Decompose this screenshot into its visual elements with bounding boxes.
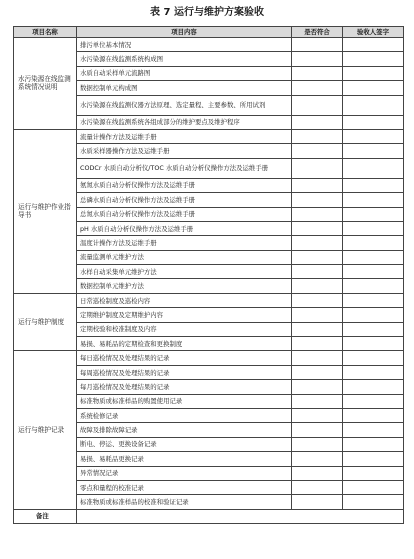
item-content-cell: 标准物质或标准样品的校准和验证记录: [77, 495, 292, 509]
signature-cell[interactable]: [343, 115, 404, 129]
item-content-cell: 数据控制单元构成图: [77, 81, 292, 95]
item-content-cell: 易损、易耗品的定期检查和更换制度: [77, 337, 292, 351]
item-content-cell: 数据控制单元维护方法: [77, 279, 292, 293]
compliance-cell[interactable]: [292, 437, 343, 451]
compliance-cell[interactable]: [292, 394, 343, 408]
item-content-cell: 每月巡检情况及处理结果的记录: [77, 380, 292, 394]
table-title: 表 7 运行与维护方案验收: [150, 7, 264, 18]
signature-cell[interactable]: [343, 250, 404, 264]
table-row: [14, 129, 404, 143]
signature-cell[interactable]: [343, 95, 404, 115]
item-content-cell: 每周巡检情况及处理结果的记录: [77, 365, 292, 379]
note-field[interactable]: [77, 509, 404, 523]
header-project-name: 项目名称: [14, 27, 77, 38]
compliance-cell[interactable]: [292, 236, 343, 250]
compliance-cell[interactable]: [292, 480, 343, 494]
group-name-cell: 水污染源在线监测系统情况说明: [14, 38, 77, 130]
item-content-cell: 水污染源在线监测系统各组成部分的维护要点及维护程序: [77, 115, 292, 129]
signature-cell[interactable]: [343, 480, 404, 494]
compliance-cell[interactable]: [292, 193, 343, 207]
header-row: [14, 27, 404, 38]
item-content-cell: 系统检修记录: [77, 408, 292, 422]
table-row: [14, 293, 404, 307]
header-compliance: 是否符合: [292, 27, 343, 38]
acceptance-table: [13, 26, 404, 524]
compliance-cell[interactable]: [292, 221, 343, 235]
compliance-cell[interactable]: [292, 95, 343, 115]
signature-cell[interactable]: [343, 129, 404, 143]
item-content-cell: 定期校验和校准制度及内容: [77, 322, 292, 336]
note-label: 备注: [14, 509, 77, 523]
signature-cell[interactable]: [343, 408, 404, 422]
item-content-cell: 温度计操作方法及运维手册: [77, 236, 292, 250]
signature-cell[interactable]: [343, 337, 404, 351]
compliance-cell[interactable]: [292, 351, 343, 365]
group-name-cell: 运行与维护制度: [14, 293, 77, 351]
item-content-cell: 日常巡检制度及巡检内容: [77, 293, 292, 307]
item-content-cell: 流量计操作方法及运维手册: [77, 129, 292, 143]
item-content-cell: 水污染源在线监测仪器方法原理、选定量程、主要参数、所用试剂: [77, 95, 292, 115]
compliance-cell[interactable]: [292, 52, 343, 66]
compliance-cell[interactable]: [292, 408, 343, 422]
signature-cell[interactable]: [343, 178, 404, 192]
group-name-cell: 运行与维护记录: [14, 351, 77, 509]
compliance-cell[interactable]: [292, 279, 343, 293]
signature-cell[interactable]: [343, 236, 404, 250]
note-row: [14, 509, 404, 523]
signature-cell[interactable]: [343, 365, 404, 379]
signature-cell[interactable]: [343, 495, 404, 509]
signature-cell[interactable]: [343, 380, 404, 394]
signature-cell[interactable]: [343, 207, 404, 221]
item-content-cell: 标准物质或标准样品的购置使用记录: [77, 394, 292, 408]
compliance-cell[interactable]: [292, 38, 343, 52]
table-body: [14, 38, 404, 524]
compliance-cell[interactable]: [292, 144, 343, 158]
compliance-cell[interactable]: [292, 466, 343, 480]
group-name-cell: 运行与维护作业指导书: [14, 129, 77, 293]
signature-cell[interactable]: [343, 66, 404, 80]
signature-cell[interactable]: [343, 351, 404, 365]
signature-cell[interactable]: [343, 221, 404, 235]
signature-cell[interactable]: [343, 38, 404, 52]
signature-cell[interactable]: [343, 144, 404, 158]
item-content-cell: 水质自动采样单元流路图: [77, 66, 292, 80]
compliance-cell[interactable]: [292, 308, 343, 322]
signature-cell[interactable]: [343, 394, 404, 408]
compliance-cell[interactable]: [292, 322, 343, 336]
signature-cell[interactable]: [343, 52, 404, 66]
compliance-cell[interactable]: [292, 207, 343, 221]
item-content-cell: 断电、停运、更换设备记录: [77, 437, 292, 451]
item-content-cell: pH 水质自动分析仪操作方法及运维手册: [77, 221, 292, 235]
item-content-cell: 易损、易耗品更换记录: [77, 452, 292, 466]
item-content-cell: 总磷水质自动分析仪操作方法及运维手册: [77, 193, 292, 207]
item-content-cell: 水污染源在线监测系统构成图: [77, 52, 292, 66]
item-content-cell: 每日巡检情况及处理结果的记录: [77, 351, 292, 365]
compliance-cell[interactable]: [292, 265, 343, 279]
compliance-cell[interactable]: [292, 452, 343, 466]
item-content-cell: 氨氮水质自动分析仪操作方法及运维手册: [77, 178, 292, 192]
signature-cell[interactable]: [343, 322, 404, 336]
compliance-cell[interactable]: [292, 495, 343, 509]
signature-cell[interactable]: [343, 452, 404, 466]
item-content-cell: CODCr 水质自动分析仪/TOC 水质自动分析仪操作方法及运维手册: [77, 158, 292, 178]
signature-cell[interactable]: [343, 437, 404, 451]
signature-cell[interactable]: [343, 423, 404, 437]
header-inspector-signature: 验收人签字: [343, 27, 404, 38]
item-content-cell: 定期维护制度及定期维护内容: [77, 308, 292, 322]
item-content-cell: 异常情况记录: [77, 466, 292, 480]
compliance-cell[interactable]: [292, 423, 343, 437]
item-content-cell: 总氮水质自动分析仪操作方法及运维手册: [77, 207, 292, 221]
item-content-cell: 故障及排除故障记录: [77, 423, 292, 437]
header-project-content: 项目内容: [77, 27, 292, 38]
signature-cell[interactable]: [343, 193, 404, 207]
signature-cell[interactable]: [343, 466, 404, 480]
item-content-cell: 排污单位基本情况: [77, 38, 292, 52]
compliance-cell[interactable]: [292, 129, 343, 143]
signature-cell[interactable]: [343, 279, 404, 293]
signature-cell[interactable]: [343, 293, 404, 307]
compliance-cell[interactable]: [292, 337, 343, 351]
item-content-cell: 水样自动采集单元维护方法: [77, 265, 292, 279]
signature-cell[interactable]: [343, 265, 404, 279]
compliance-cell[interactable]: [292, 66, 343, 80]
compliance-cell[interactable]: [292, 158, 343, 178]
compliance-cell[interactable]: [292, 380, 343, 394]
signature-cell[interactable]: [343, 81, 404, 95]
table-row: [14, 351, 404, 365]
item-content-cell: 水质采样器操作方法及运维手册: [77, 144, 292, 158]
compliance-cell[interactable]: [292, 81, 343, 95]
compliance-cell[interactable]: [292, 250, 343, 264]
compliance-cell[interactable]: [292, 115, 343, 129]
table-row: [14, 38, 404, 52]
signature-cell[interactable]: [343, 308, 404, 322]
item-content-cell: 流量监测单元维护方法: [77, 250, 292, 264]
item-content-cell: 零点和量程的校准记录: [77, 480, 292, 494]
signature-cell[interactable]: [343, 158, 404, 178]
compliance-cell[interactable]: [292, 293, 343, 307]
compliance-cell[interactable]: [292, 178, 343, 192]
compliance-cell[interactable]: [292, 365, 343, 379]
